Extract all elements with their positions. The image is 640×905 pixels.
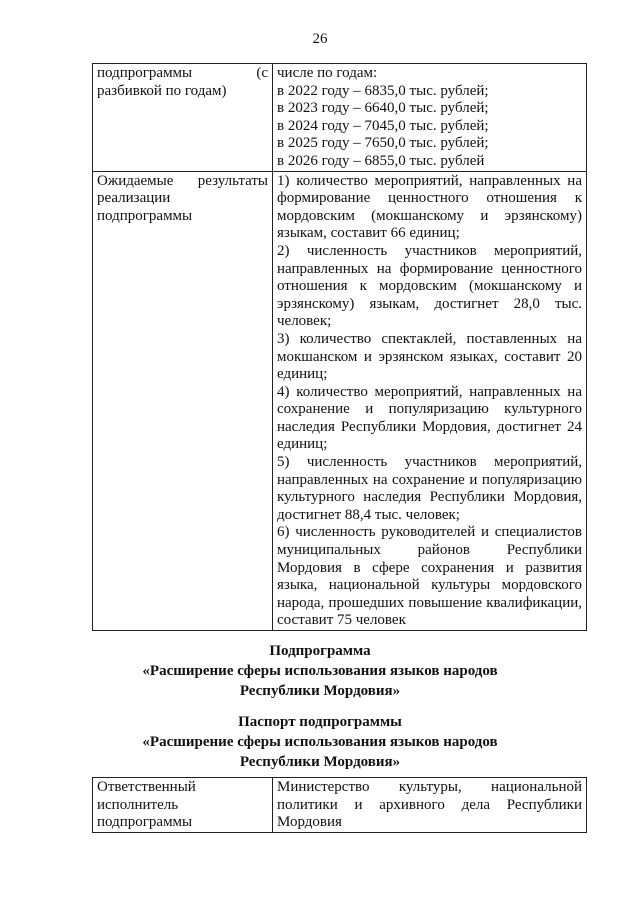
page-number: 26 (312, 31, 328, 47)
cell-text-line: 5) численность участников мероприятий, (277, 454, 582, 471)
cell-text-line: единиц; (277, 436, 328, 453)
cell-text-line: числе по годам: (277, 65, 378, 81)
cell-text-line: языкам, составит 66 единиц; (277, 225, 460, 242)
heading-line: Республики Мордовия» (239, 683, 401, 699)
cell-text-line: составит 75 человек (277, 612, 406, 629)
cell-text-line: отношения к мордовским (мокшанскому и (277, 278, 582, 295)
cell-text-line: в 2022 году – 6835,0 тыс. рублей; (277, 82, 489, 99)
table-row (93, 778, 587, 833)
heading-line: Паспорт подпрограммы (238, 714, 402, 730)
table-row (93, 171, 587, 630)
cell-text-line: мордовским (мокшанскому и эрзянскому) (277, 207, 582, 224)
cell-text-line: в 2025 году – 7650,0 тыс. рублей; (277, 135, 489, 152)
cell-text-line: языка, национальной культуры мордовского (277, 577, 582, 594)
cell-text-line: разбивкой по годам) (97, 82, 227, 99)
cell-text-line: политики и архивного дела Республики (277, 796, 582, 813)
cell-text-line: наследия Республики Мордовия, достигнет 24 (277, 418, 582, 435)
cell-text-line: в 2026 году – 6855,0 тыс. рублей (277, 152, 485, 169)
cell-text-line: подпрограммы (с (97, 65, 268, 81)
cell-text-line: человек; (277, 313, 332, 330)
cell-text-line: народа, прошедших повышение квалификации, (277, 594, 582, 611)
cell-text-line: единиц; (277, 366, 328, 383)
cell-text-line: сохранение и популяризацию культурного (277, 401, 582, 418)
heading-line: Подпрограмма (269, 643, 371, 659)
cell-text-line: формирование ценностного отношения к (277, 190, 582, 207)
cell-text-line: 4) количество мероприятий, направленных на (277, 383, 582, 400)
cell-text-line: Ответственный (97, 779, 196, 795)
cell-text-line: направленных на сохранение и популяризацию (277, 471, 582, 488)
table-cell-value (273, 778, 587, 833)
subprogram-heading (0, 641, 640, 701)
passport-heading (0, 712, 640, 772)
heading-line: «Расширение сферы использования языков народов (142, 663, 498, 679)
heading-line: «Расширение сферы использования языков народов (142, 734, 498, 750)
cell-text-line: культурного наследия Республики Мордовия, (277, 489, 582, 506)
cell-text-line: эрзянскому) языкам, достигнет 28,0 тыс. (277, 295, 582, 312)
table-cell-label (93, 64, 273, 172)
cell-text-line: в 2023 году – 6640,0 тыс. рублей; (277, 100, 489, 117)
cell-text-line: в 2024 году – 7045,0 тыс. рублей; (277, 117, 489, 134)
cell-text-line: Ожидаемые результаты (97, 172, 268, 189)
cell-text-line: муниципальных районов Республики (277, 542, 582, 559)
cell-text-line: достигнет 88,4 тыс. человек; (277, 506, 460, 523)
table-cell-label (93, 171, 273, 630)
table-row (93, 64, 587, 172)
passport-table-continued (92, 63, 587, 631)
heading-line: Республики Мордовия» (239, 754, 401, 770)
cell-text-line: 3) количество спектаклей, поставленных на (277, 330, 582, 347)
passport-table (92, 777, 587, 833)
table-cell-label (93, 778, 273, 833)
cell-text-line: Мордовия (277, 814, 342, 831)
cell-text-line: направленных на формирование ценностного (277, 260, 582, 277)
cell-text-line: 2) численность участников мероприятий, (277, 242, 582, 259)
cell-text-line: Министерство культуры, национальной (277, 779, 582, 795)
table-cell-value (273, 171, 587, 630)
table-cell-value (273, 64, 587, 172)
cell-text-line: реализации (97, 190, 171, 207)
cell-text-line: исполнитель (97, 796, 179, 813)
cell-text-line: 1) количество мероприятий, направленных на (277, 172, 582, 189)
cell-text-line: подпрограммы (97, 207, 193, 224)
cell-text-line: 6) численность руководителей и специалистов (277, 524, 582, 541)
cell-text-line: мокшанском и эрзянском языках, составит 20 (277, 348, 582, 365)
cell-text-line: Мордовия в сфере сохранения и развития (277, 559, 582, 576)
cell-text-line: подпрограммы (97, 814, 193, 831)
